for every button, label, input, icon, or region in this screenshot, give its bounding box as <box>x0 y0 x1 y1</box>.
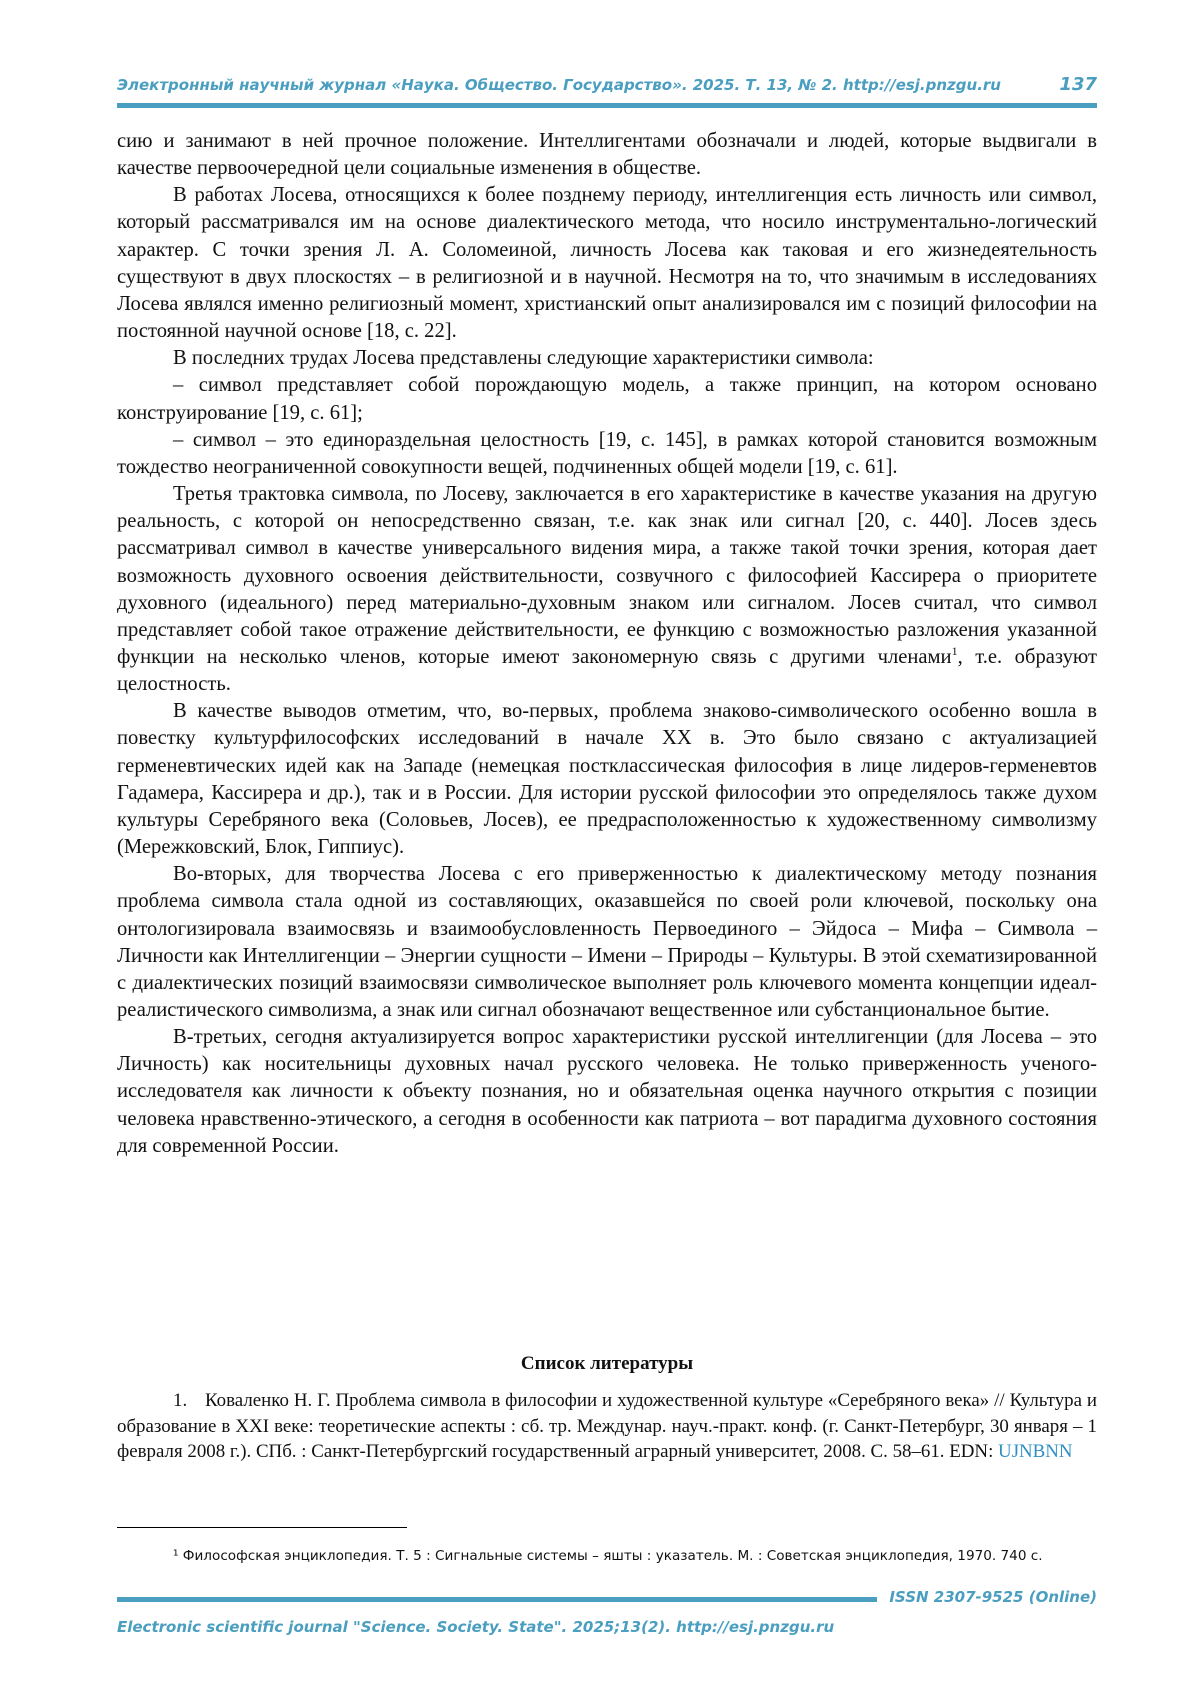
paragraph: Во-вторых, для творчества Лосева с его приверженностью к диалектическому методу познания проблема символа стала одной из составляющих, оказавшейся по своей роли ключевой, поскольку она онтологизировала взаимосвязь и взаимообусловленность Первоединого – Эйдоса – Мифа – Символа – Личности как Интеллигенции – Энергии сущности – Имени – Природы – Культуры. В этой схематизированной с диалектических позиций взаимосвязи символическое выполняет роль ключевого момента концепции идеал-реалистического символизма, а знак или сигнал обозначают вещественное или субстанциональное бытие. <box>117 863 1097 1021</box>
footnote-reference[interactable]: 1 <box>951 644 958 659</box>
list-item: – символ представляет собой порождающую модель, а также принцип, на котором основано конструирование [19, с. 61]; <box>117 374 1097 424</box>
footnote-text: Философская энциклопедия. Т. 5 : Сигнальные системы – яшты : указатель. М. : Советская энциклопедия, 1970. 740 с. <box>178 1548 1043 1564</box>
header-rule <box>117 103 1097 108</box>
edn-link[interactable]: UJNBNN <box>998 1441 1073 1462</box>
running-header <box>117 72 1097 98</box>
paragraph-text: , т.е. образуют целостность. <box>117 645 1097 696</box>
footer-journal-title: Electronic scientific journal "Science. Society. State". 2025;13(2). http://esj.pnzgu.ru <box>117 1618 835 1636</box>
footer-issn: ISSN 2307-9525 (Online) <box>889 1588 1097 1606</box>
footer-rule <box>117 1597 877 1602</box>
paragraph <box>117 481 1097 698</box>
footnote-separator <box>117 1527 407 1528</box>
list-item: – символ – это единораздельная целостность [19, с. 145], в рамках которой становится возможным тождество неограниченной совокупности вещей, подчиненных общей модели [19, с. 61]. <box>117 428 1097 478</box>
paragraph: В-третьих, сегодня актуализируется вопрос характеристики русской интеллигенции (для Лосева – это Личность) как носительницы духовных начал русского человека. Не только приверженность ученого-исследователя как личности к объекту познания, но и обязательная оценка научного открытия с позиции человека нравственно-этического, а сегодня в особенности как патриота – вот парадигма духовного состояния для современной России. <box>117 1026 1097 1157</box>
reference-item <box>117 1388 1097 1465</box>
paragraph-text: Третья трактовка символа, по Лосеву, заключается в его характеристике в качестве указания на другую реальность, с которой он непосредственно связан, т.е. как знак или сигнал [20, с. 440]. Лосев здесь рассматривал символ в качестве универсального видения мира, а также такой точки зрения, которая дает возможность духовного освоения действительности, созвучного с философией Кассирера о приоритете духовного (идеального) перед материально-духовным знаком или сигналом. Лосев считал, что символ представляет собой такое отражение действительности, ее функцию с возможностью разложения указанной функции на несколько членов, которые имеют закономерную связь с другими членами <box>117 483 1097 668</box>
footnote-marker: ¹ <box>173 1548 179 1564</box>
references-heading: Список литературы <box>520 1353 694 1374</box>
paragraph: сию и занимают в ней прочное положение. Интеллигентами обозначали и людей, которые выдвигали в качестве первоочередной цели социальные изменения в обществе. <box>117 130 1097 180</box>
page-number: 137 <box>1059 74 1097 95</box>
article-body <box>117 128 1097 1160</box>
paragraph: В качестве выводов отметим, что, во-первых, проблема знаково-символического особенно вошла в повестку культурфилософских исследований в начале XX в. Это было связано с актуализацией герменевтических идей как на Западе (немецкая постклассическая философия в лице лидеров-герменевтов Гадамера, Кассирера и др.), так и в России. Для истории русской философии это определялось также духом культуры Серебряного века (Соловьев, Лосев), ее предрасположенностью к художественному символизму (Мережковский, Блок, Гиппиус). <box>117 700 1097 859</box>
paragraph: В работах Лосева, относящихся к более позднему периоду, интеллигенция есть личность или символ, который рассматривался им на основе диалектического метода, что носило инструментально-логический характер. С точки зрения Л. А. Соломеиной, личность Лосева как таковая и его жизнедеятельность существуют в двух плоскостях – в религиозной и в научной. Несмотря на то, что значимым в исследованиях Лосева являлся именно религиозный момент, христианский опыт анализировался им с позиций философии на постоянной научной основе [18, с. 22]. <box>117 184 1097 343</box>
paragraph: В последних трудах Лосева представлены следующие характеристики символа: <box>173 347 874 370</box>
reference-text: Коваленко Н. Г. Проблема символа в философии и художественной культуре «Серебряного века» // Культура и образование в XXI веке: теоретические аспекты : сб. тр. Междунар. науч.-практ. конф. (г. Санкт-Петербург, 30 января – 1 февраля 2008 г.). СПб. : Санкт-Петербургский государственный аграрный университет, 2008. С. 58–61. EDN: <box>117 1390 1097 1462</box>
reference-number: 1. <box>173 1390 188 1411</box>
footnote <box>117 1545 1097 1567</box>
header-journal-title: Электронный научный журнал «Наука. Общество. Государство». 2025. Т. 13, № 2. http://esj.pnzgu.ru <box>117 76 1001 94</box>
